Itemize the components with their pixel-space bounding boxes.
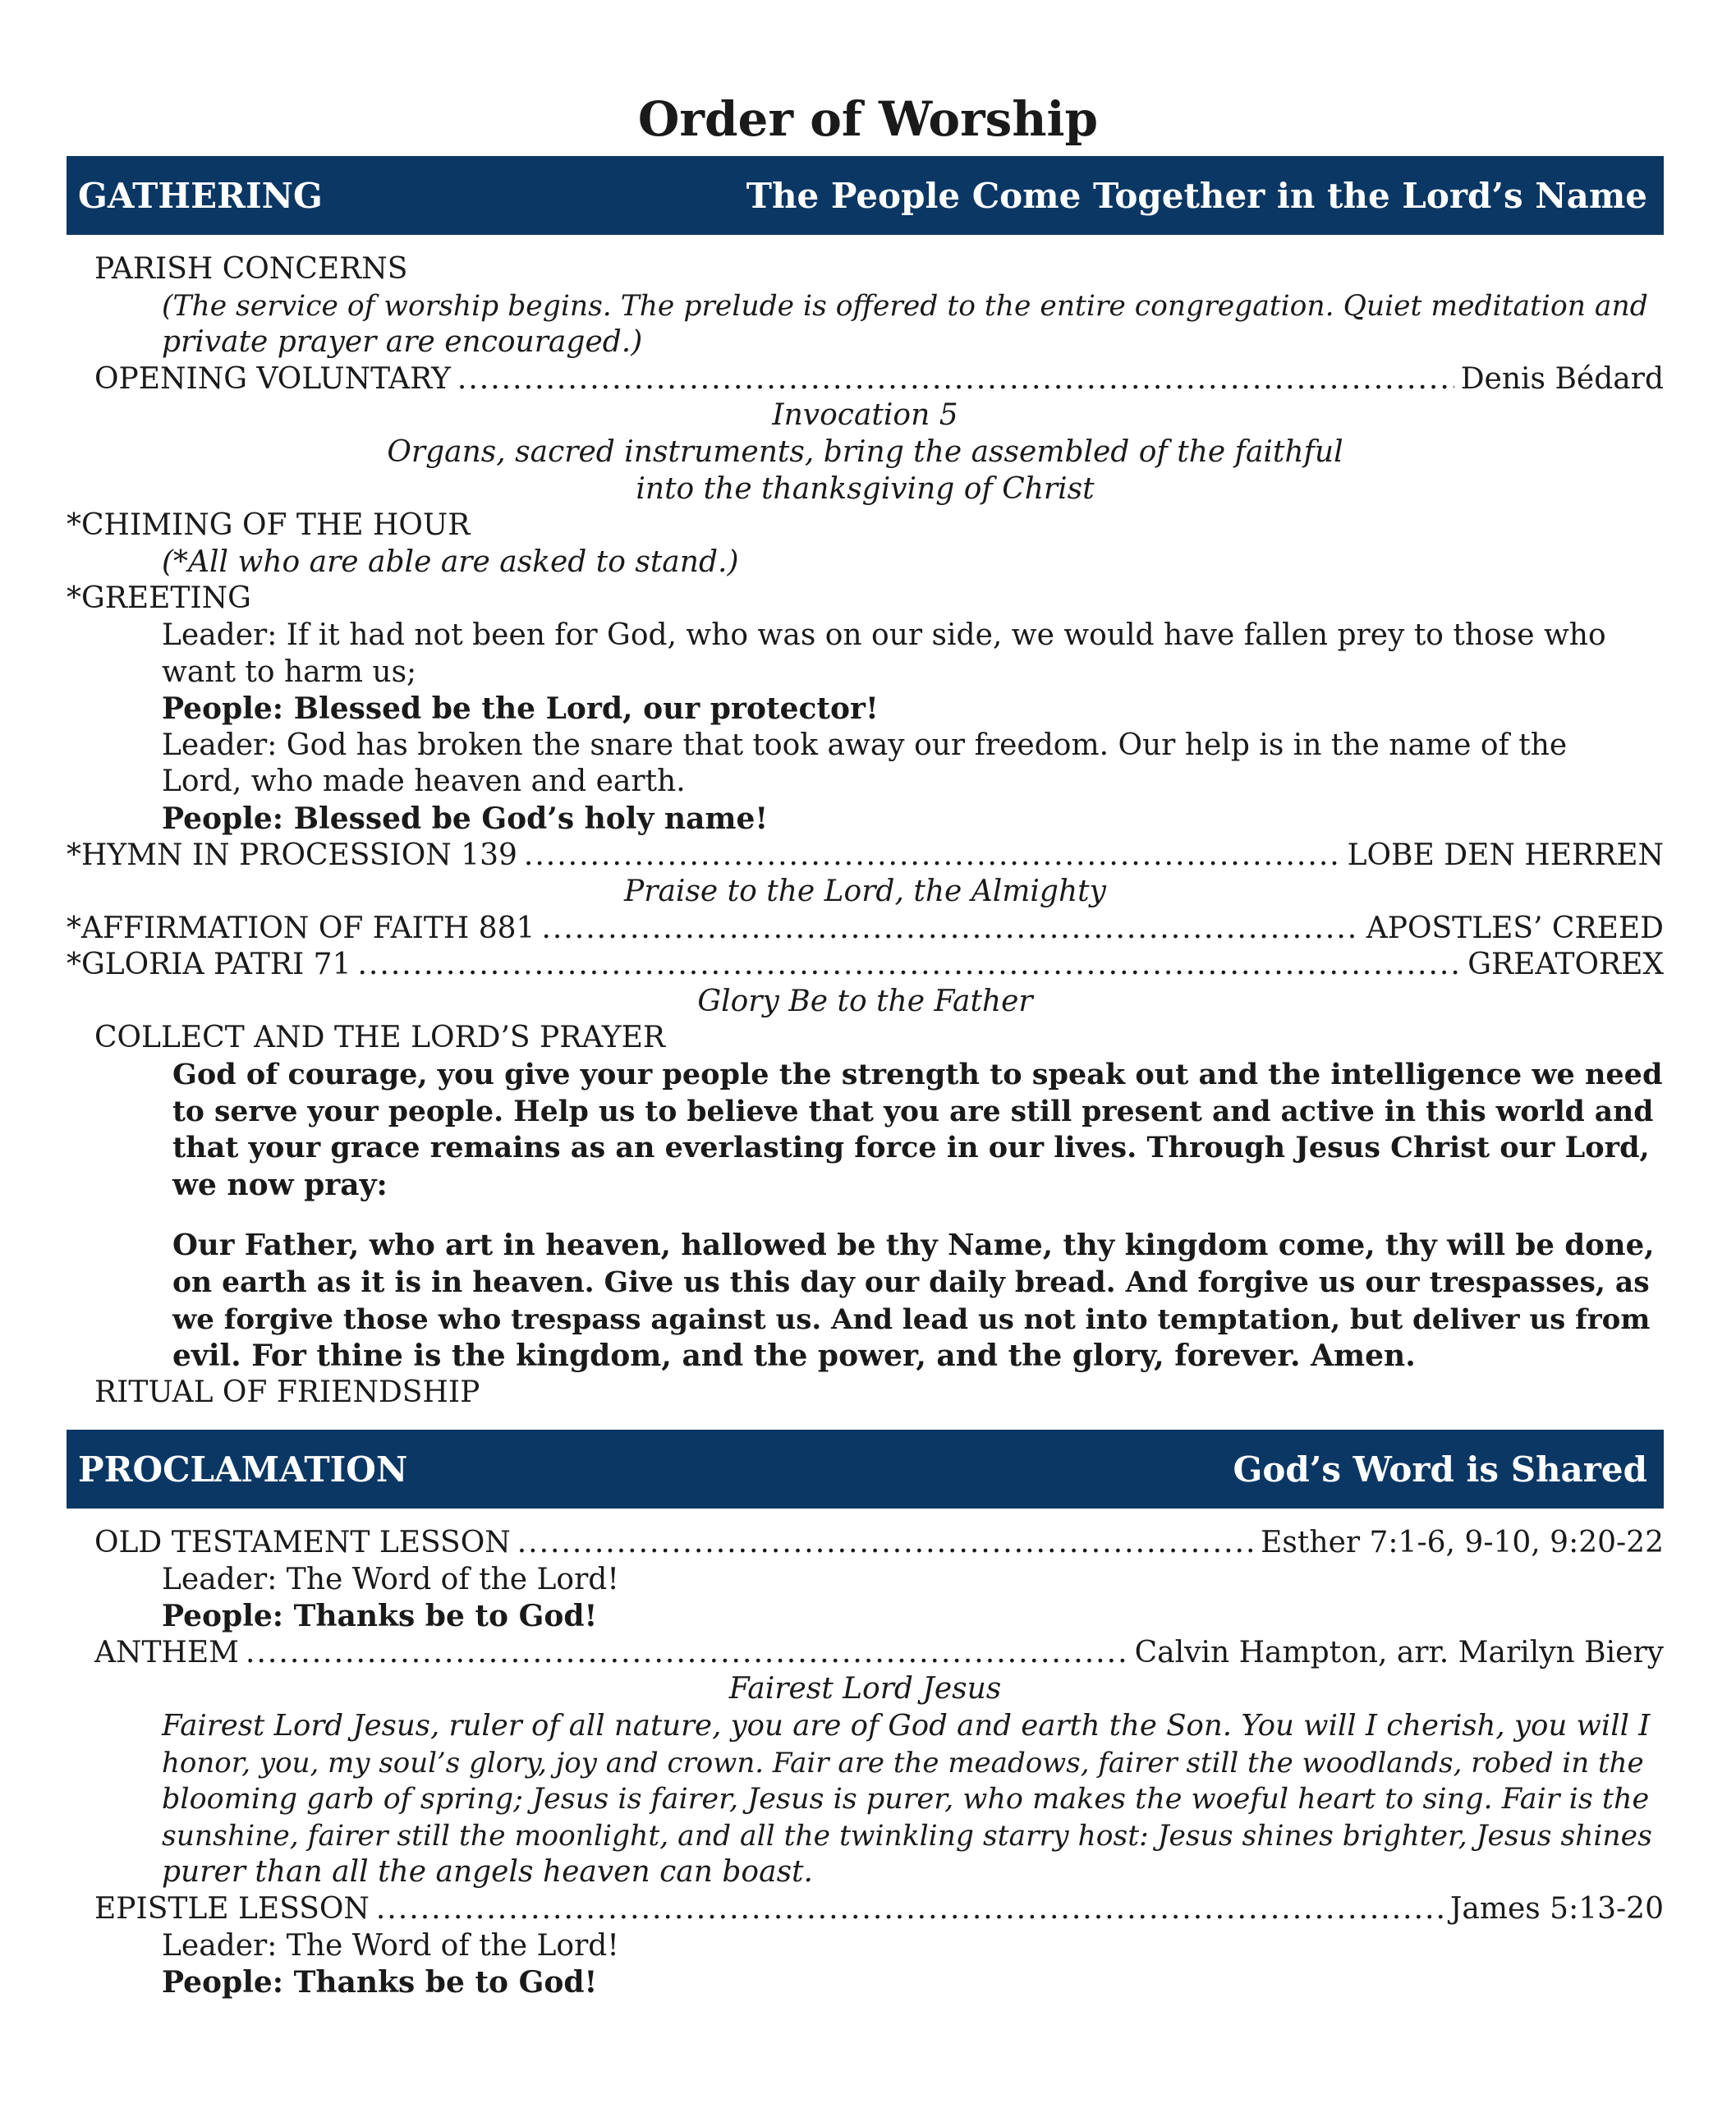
collect-heading: COLLECT AND THE LORD’S PRAYER [94, 1021, 666, 1055]
parish-note-line: (The service of worship begins. The prelude is offered to the entire congregation. Quiet meditation and [162, 289, 1648, 323]
gloria-entry [67, 947, 1664, 984]
greeting-people-line: People: Blessed be the Lord, our protector! [162, 691, 879, 727]
dot-leader [457, 361, 1454, 398]
greeting-leader-line: want to harm us; [162, 654, 417, 689]
gloria-label: *GLORIA PATRI 71 [67, 948, 351, 982]
parish-concerns: PARISH CONCERNS [94, 252, 408, 286]
greeting-people-line: People: Blessed be God’s holy name! [162, 801, 769, 836]
opening-voluntary-composer: Denis Bédard [1460, 361, 1664, 396]
greeting-leader-line: Leader: God has broken the snare that took away our freedom. Our help is in the name of the [162, 728, 1568, 762]
paragraph-gap [67, 1203, 1664, 1228]
epistle-people-line: People: Thanks be to God! [162, 1965, 598, 2000]
collect-line: we now pray: [172, 1167, 388, 1202]
anthem-label: ANTHEM [94, 1635, 240, 1669]
affirmation-entry [67, 911, 1664, 948]
parish-note-line: private prayer are encouraged.) [162, 325, 643, 360]
affirmation-label: *AFFIRMATION OF FAITH 881 [67, 911, 535, 945]
page-title: Order of Worship [637, 91, 1099, 147]
greeting-leader-line: Lord, who made heaven and earth. [162, 765, 686, 799]
anthem-text-line: purer than all the angels heaven can boast. [162, 1855, 813, 1890]
gloria-title: Glory Be to the Father [697, 984, 1033, 1018]
proclamation-section [67, 1525, 1664, 2001]
dot-leader [357, 947, 1461, 984]
anthem-text-line: sunshine, fairer still the moonlight, and all the twinkling starry host: Jesus shines brighter, Jesus shines [162, 1819, 1652, 1853]
gathering-banner [67, 156, 1664, 235]
gloria-tune: GREATOREX [1467, 948, 1664, 982]
old-testament-label: OLD TESTAMENT LESSON [94, 1526, 511, 1559]
collect-line: that your grace remains as an everlasting force in our lives. Through Jesus Christ our Lord, [172, 1131, 1650, 1165]
greeting-leader-line: Leader: If it had not been for God, who was on our side, we would have fallen prey to those who [162, 618, 1606, 652]
gathering-subheading: The People Come Together in the Lord’s Name [746, 175, 1647, 216]
dot-leader [376, 1891, 1444, 1928]
ot-leader-line: Leader: The Word of the Lord! [162, 1562, 619, 1596]
lords-prayer-line: Our Father, who art in heaven, hallowed be thy Name, thy kingdom come, thy will be done, [172, 1229, 1655, 1263]
hymn-label: *HYMN IN PROCESSION 139 [67, 838, 517, 872]
dot-leader [517, 1525, 1254, 1562]
proclamation-heading: PROCLAMATION [78, 1449, 408, 1490]
anthem-entry [67, 1635, 1664, 1672]
chiming-of-hour: *CHIMING OF THE HOUR [67, 508, 471, 543]
chiming-note: (*All who are able are asked to stand.) [162, 544, 739, 579]
gathering-heading: GATHERING [78, 175, 323, 216]
epistle-entry [67, 1891, 1664, 1928]
proclamation-banner [67, 1430, 1664, 1509]
dot-leader [541, 911, 1359, 948]
lords-prayer-line: on earth as it is in heaven. Give us this day our daily bread. And forgive us our trespasses, as [172, 1266, 1650, 1300]
anthem-text-line: Fairest Lord Jesus, ruler of all nature, you are of God and earth the Son. You will I cherish, you will I [162, 1708, 1651, 1743]
collect-line: to serve your people. Help us to believe that you are still present and active in this world and [172, 1095, 1654, 1128]
proclamation-subheading: God’s Word is Shared [1233, 1449, 1647, 1490]
old-testament-ref: Esther 7:1-6, 9-10, 9:20-22 [1261, 1526, 1664, 1559]
anthem-text-line: honor, you, my soul’s glory, joy and crown. Fair are the meadows, fairer still the woodlands, robed in the [162, 1746, 1644, 1780]
hymn-tune: LOBE DEN HERREN [1347, 838, 1664, 872]
hymn-entry [67, 838, 1664, 875]
ot-people-line: People: Thanks be to God! [162, 1599, 598, 1634]
hymn-title: Praise to the Lord, the Almighty [624, 875, 1106, 909]
collect-line: God of courage, you give your people the strength to speak out and the intelligence we need [172, 1058, 1663, 1092]
voluntary-text-line: Organs, sacred instruments, bring the assembled of the faithful [387, 434, 1343, 469]
epistle-label: EPISTLE LESSON [94, 1891, 370, 1926]
voluntary-text-line: into the thanksgiving of Christ [636, 471, 1095, 506]
opening-voluntary-entry [67, 361, 1664, 398]
anthem-composer: Calvin Hampton, arr. Marilyn Biery [1134, 1635, 1664, 1669]
affirmation-value: APOSTLES’ CREED [1366, 911, 1664, 945]
greeting-heading: *GREETING [67, 581, 251, 616]
epistle-ref: James 5:13-20 [1449, 1891, 1664, 1926]
epistle-leader-line: Leader: The Word of the Lord! [162, 1928, 619, 1963]
ritual-of-friendship: RITUAL OF FRIENDSHIP [94, 1375, 480, 1409]
dot-leader [524, 838, 1341, 875]
gathering-section [67, 251, 1664, 1411]
voluntary-title: Invocation 5 [772, 398, 958, 433]
anthem-title: Fairest Lord Jesus [728, 1672, 1002, 1706]
lords-prayer-line: we forgive those who trespass against us. And lead us not into temptation, but deliver us from [172, 1302, 1651, 1336]
anthem-text-line: blooming garb of spring; Jesus is fairer, Jesus is purer, who makes the woeful heart to sing. Fair is the [162, 1783, 1650, 1816]
lords-prayer-line: evil. For thine is the kingdom, and the power, and the glory, forever. Amen. [172, 1339, 1416, 1374]
dot-leader [246, 1635, 1128, 1672]
old-testament-entry [67, 1525, 1664, 1562]
opening-voluntary-label: OPENING VOLUNTARY [94, 361, 451, 396]
